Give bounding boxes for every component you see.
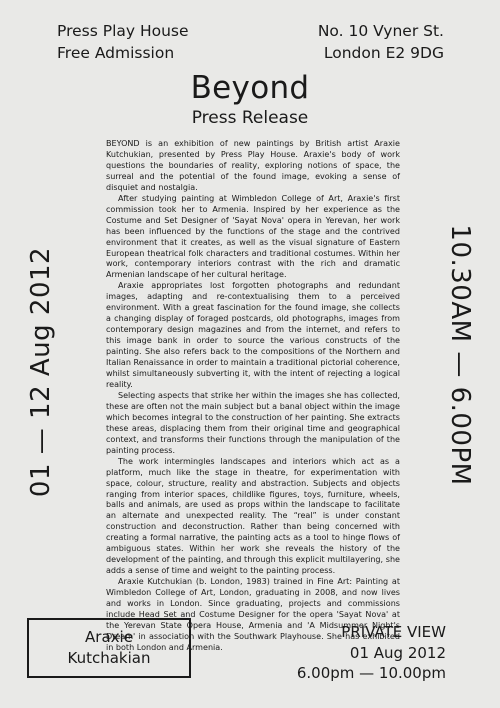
exhibition-title: Beyond xyxy=(190,70,310,106)
private-view-info xyxy=(297,622,446,684)
private-view-date: 01 Aug 2012 xyxy=(349,643,446,662)
press-release-body xyxy=(106,139,400,654)
admission-text: Free Admission xyxy=(57,44,175,62)
private-view-label: PRIVATE VIEW xyxy=(341,623,446,641)
body-paragraph: Araxie appropriates lost forgotten photographs and redundant images, adapting and re-contextualising them to a perceived environment. With a great fascination for the found image, she collects a changing display of foraged postcards, old photographs, images from contemporary design magazines and from the internet, and refers to this image bank in order to source the various constructs of the painting. She also refers back to the compositions of the Northern and Italian Renaissance in order to maintain a traditional pictorial coherence, whilst simultaneously subverting it, with the intent of rejecting a logical reality. xyxy=(106,281,400,389)
private-view-time: 6.00pm — 10.00pm xyxy=(296,664,446,682)
body-paragraph: After studying painting at Wimbledon College of Art, Araxie's first commission took her to Armenia. Inspired by her experience as the Costume and Set Designer of 'Sayat Nova' opera in Yerevan, her work has been influenced by the functions of the stage and the contrived environment that it creates, as well as the visual signature of Eastern European theatrical folk characters and traditional costumes. Within her work, contemporary interiors contrast with the rich and dramatic Armenian landscape of her cultural heritage. xyxy=(106,193,400,280)
exhibition-dates: 01 — 12 Aug 2012 xyxy=(26,246,56,498)
venue-info xyxy=(57,20,189,64)
venue-name: Press Play House xyxy=(57,22,189,40)
address-line-2: London E2 9DG xyxy=(323,44,444,62)
address-line-1: No. 10 Vyner St. xyxy=(317,22,444,40)
press-release-subtitle: Press Release xyxy=(191,108,309,128)
artist-name-box xyxy=(27,618,191,678)
body-paragraph: BEYOND is an exhibition of new paintings by British artist Araxie Kutchukian, presented by Press Play House. Araxie's body of work questions the boundaries of reality, exploring notions of space, the surreal and the potential of the found image, evoking a sense of disquiet and nostalgia. xyxy=(106,139,400,192)
artist-last-name: Kutchakian xyxy=(67,649,151,667)
body-paragraph: Selecting aspects that strike her within the images she has collected, these are often not the main subject but a banal object within the image which becomes integral to the construction of her painting. She extracts these areas, displacing them from their original time and geographical context, and transforms their functions through the manipulation of the painting process. xyxy=(106,390,400,455)
body-paragraph: Araxie Kutchukian (b. London, 1983) trained in Fine Art: Painting at Wimbledon College of Art, London, graduating in 2008, and now lives and works in London. Since graduating, projects and commissions include Head Set and Costume Designer for the opera 'Sayat Nova' at the Yerevan State Opera House, Armenia and 'A Midsummer Night's Dream' in association with the Southwark Playhouse. She has exhibited in both London and Armenia. xyxy=(106,577,400,652)
venue-address xyxy=(318,20,444,64)
artist-first-name: Araxie xyxy=(85,628,133,646)
opening-hours: 10.30AM — 6.00PM xyxy=(445,224,475,486)
body-paragraph: The work intermingles landscapes and interiors which act as a platform, much like the stage in theatre, for experimentation with space, colour, structure, reality and abstraction. Subjects and objects ranging from interior spaces, childlike figures, toys, furniture, wheels, balls and animals, are used as props within the landscape to facilitate an alternate and unexpected reality. The “real” is under constant construction and deconstruction. Rather than being concerned with creating a formal narrative, the painting acts as a tool to hinge flows of ambiguous states. Within her work she reveals the history of the development of the painting, and through this explicit multilayering, she adds a sense of time and weight to the painting process. xyxy=(106,456,400,576)
